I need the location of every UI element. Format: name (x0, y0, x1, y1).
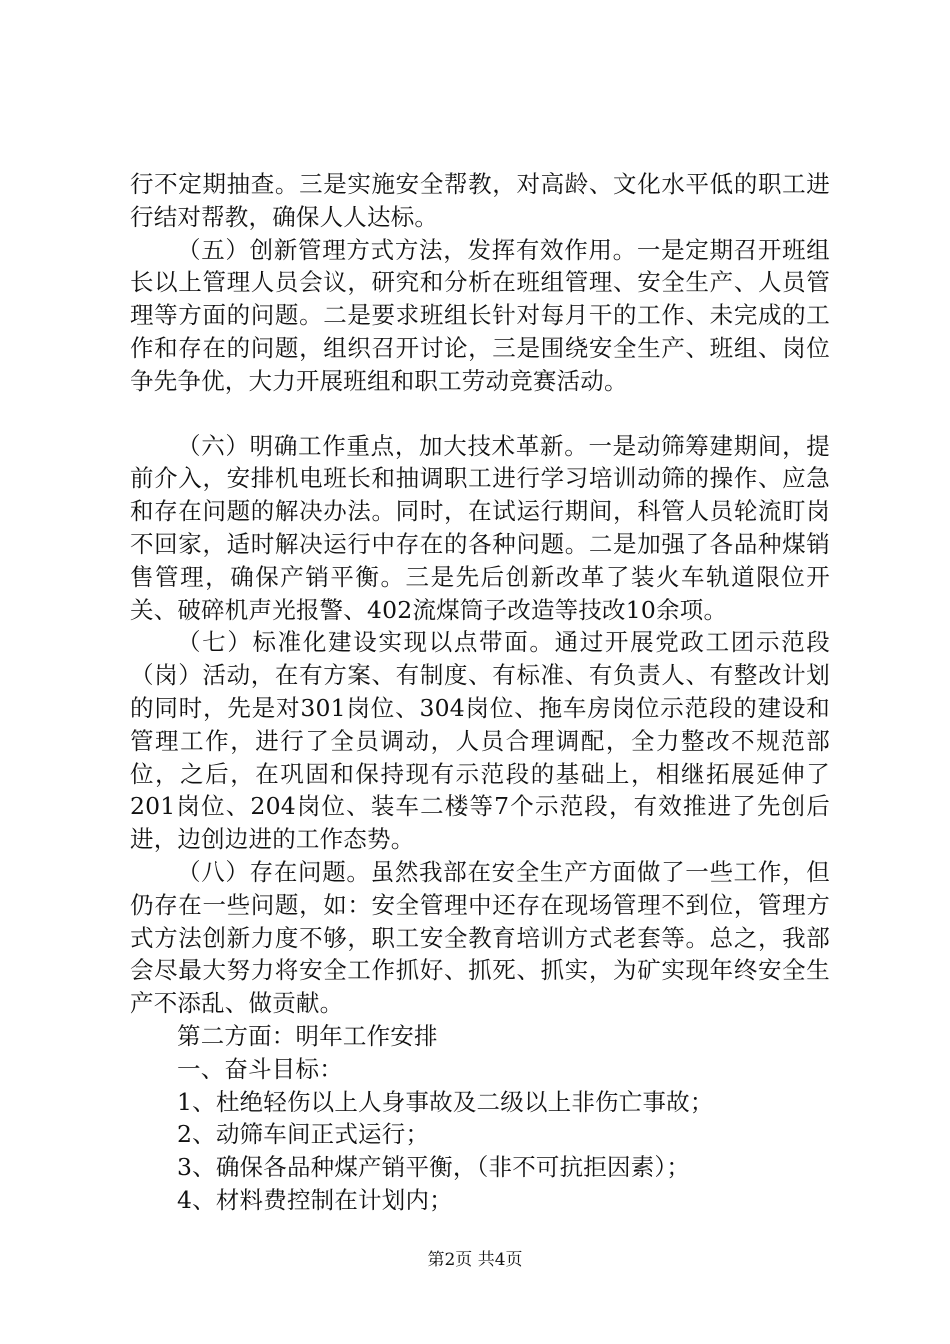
paragraph-section-7: （七）标准化建设实现以点带面。通过开展党政工团示范段（岗）活动，在有方案、有制度、有标准、有负责人、有整改计划的同时，先是对301岗位、304岗位、拖车房岗位示范段的建设和管理工作，进行了全员调动，人员合理调配，全力整改不规范部位，之后，在巩固和保持现有示范段的基础上，相继拓展延伸了201岗位、204岗位、装车二楼等7个示范段，有效推进了先创后进，边创边进的工作态势。 (130, 628, 830, 854)
paragraph-section-8: （八）存在问题。虽然我部在安全生产方面做了一些工作，但仍存在一些问题，如：安全管理中还存在现场管理不到位，管理方式方法创新力度不够，职工安全教育培训方式老套等。总之，我部会尽最大努力将安全工作抓好、抓死、抓实，为矿实现年终安全生产不添乱、做贡献。 (130, 857, 830, 1018)
document-body (130, 168, 830, 1217)
paragraph-section-6: （六）明确工作重点，加大技术革新。一是动筛筹建期间，提前介入，安排机电班长和抽调职工进行学习培训动筛的操作、应急和存在问题的解决办法。同时，在试运行期间，科管人员轮流盯岗不回家，适时解决运行中存在的各种问题。二是加强了各品种煤销售管理，确保产销平衡。三是先后创新改革了装火车轨道限位开关、破碎机声光报警、402流煤筒子改造等技改10余项。 (130, 431, 830, 624)
sub-heading: 一、奋斗目标： (177, 1054, 343, 1083)
goal-item: 2、动筛车间正式运行； (177, 1120, 430, 1149)
paragraph-continuation: 行不定期抽查。三是实施安全帮教，对高龄、文化水平低的职工进行结对帮教，确保人人达标。 (130, 170, 830, 231)
goal-item: 3、确保各品种煤产销平衡，（非不可抗拒因素）； (177, 1153, 691, 1182)
goal-item: 4、材料费控制在计划内； (177, 1185, 453, 1214)
paragraph-section-5: （五）创新管理方式方法，发挥有效作用。一是定期召开班组长以上管理人员会议，研究和分析在班组管理、安全生产、人员管理等方面的问题。二是要求班组长针对每月干的工作、未完成的工作和存在的问题，组织召开讨论，三是围绕安全生产、班组、岗位争先争优，大力开展班组和职工劳动竞赛活动。 (130, 235, 830, 395)
section-heading: 第二方面：明年工作安排 (177, 1021, 438, 1050)
goal-item: 1、杜绝轻伤以上人身事故及二级以上非伤亡事故； (177, 1087, 714, 1116)
page-footer: 第2页 共4页 (427, 1250, 523, 1270)
